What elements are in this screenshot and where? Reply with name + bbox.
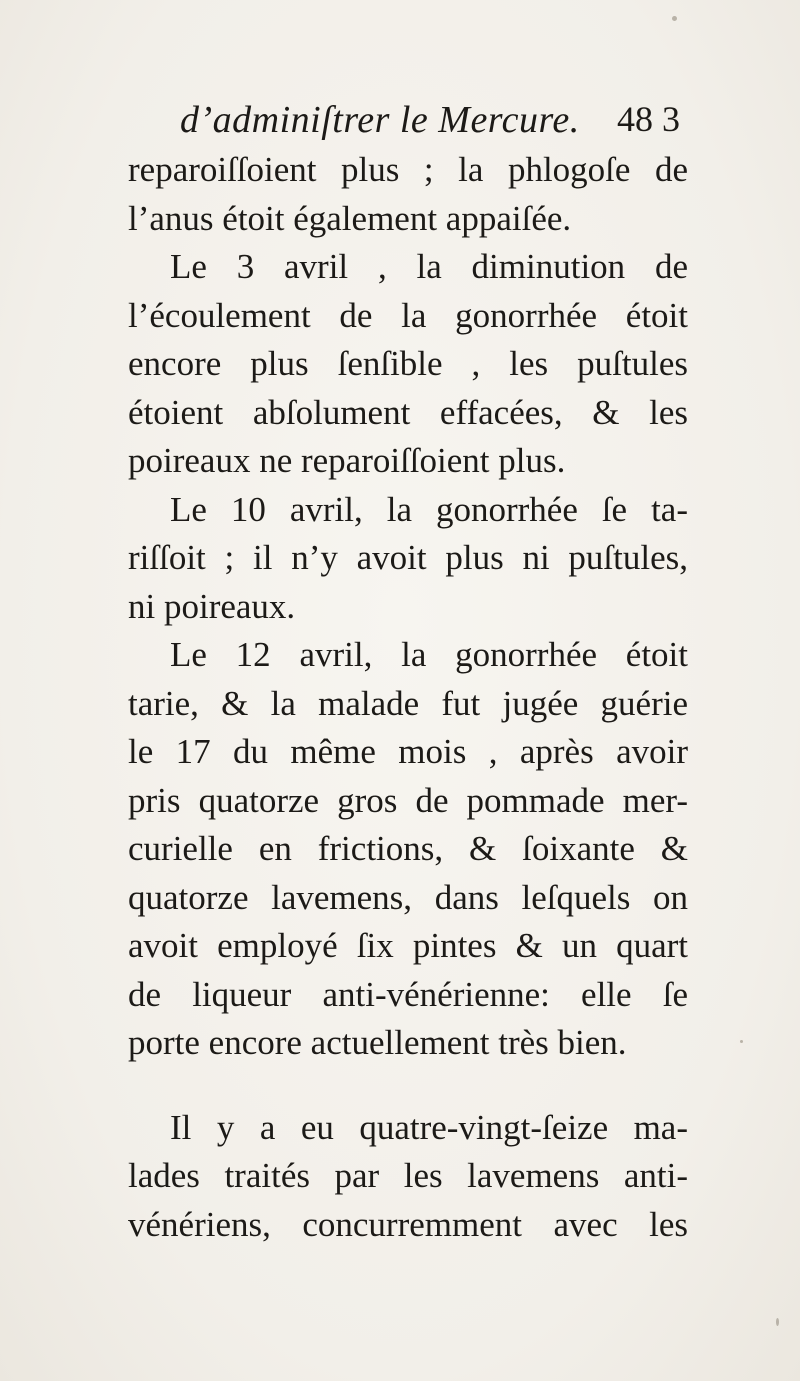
text-line: lades traités par les lavemens anti- xyxy=(128,1156,688,1195)
page-number: 48 3 xyxy=(617,99,680,139)
text-line: pris quatorze gros de pommade mer- xyxy=(128,780,688,820)
paper-speck xyxy=(672,16,677,21)
text-line: quatorze lavemens, dans leſquels on xyxy=(128,877,688,917)
text-line: reparoiſſoient plus ; la phlogoſe de xyxy=(128,150,688,189)
text-line: le 17 du même mois , après avoir xyxy=(128,732,688,771)
text-line: vénériens, concurremment avec les xyxy=(128,1204,688,1244)
text-line: curielle en frictions, & ſoixante & xyxy=(128,829,688,868)
text-line: Le 3 avril , la diminution de xyxy=(170,247,688,286)
body-text xyxy=(128,146,688,1249)
paragraph-gap xyxy=(128,1068,688,1104)
text-line: de liqueur anti-vénérienne: elle ſe xyxy=(128,974,688,1014)
running-title: d’adminiſtrer le Mercure. xyxy=(180,99,580,141)
text-line: ni poireaux. xyxy=(128,586,296,626)
text-line: poireaux ne reparoiſſoient plus. xyxy=(128,441,566,480)
text-line: étoient abſolument effacées, & les xyxy=(128,392,688,432)
text-line: Le 10 avril, la gonorrhée ſe ta- xyxy=(170,489,688,529)
paper-speck xyxy=(776,1318,779,1326)
text-line: porte encore actuellement très bien. xyxy=(128,1023,627,1062)
text-line: avoit employé ſix pintes & un quart xyxy=(128,926,688,965)
text-line: Le 12 avril, la gonorrhée étoit xyxy=(170,635,688,674)
text-line: tarie, & la malade fut jugée guérie xyxy=(128,683,688,723)
text-line: encore plus ſenſible , les puſtules xyxy=(128,344,688,383)
text-line: l’écoulement de la gonorrhée étoit xyxy=(128,295,688,335)
text-line: riſſoit ; il n’y avoit plus ni puſtules, xyxy=(128,538,688,577)
text-line: l’anus étoit également appaiſée. xyxy=(128,198,572,238)
text-line: Il y a eu quatre-vingt-ſeize ma- xyxy=(170,1107,688,1147)
paper-speck xyxy=(740,1040,743,1043)
page-header xyxy=(180,98,680,148)
